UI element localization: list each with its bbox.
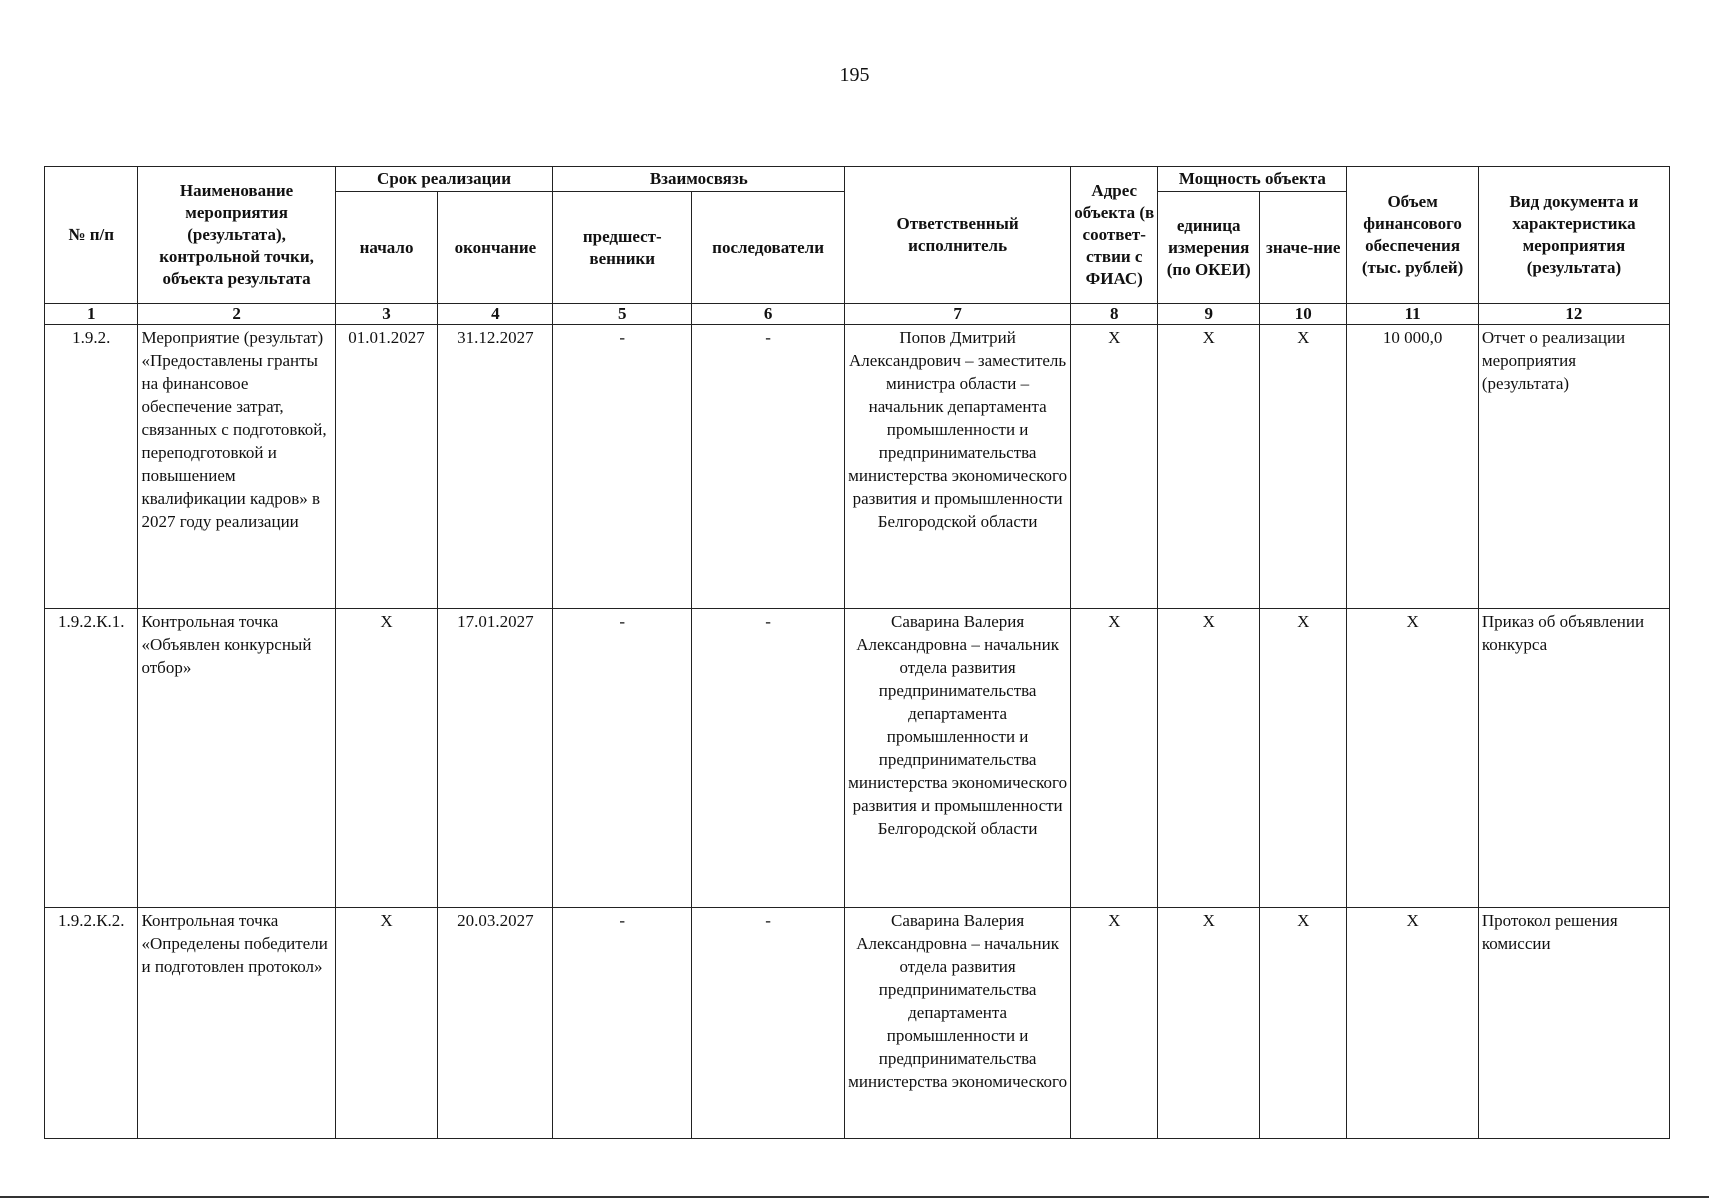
column-number: 9 [1158,304,1260,325]
row-predecessors: - [553,325,692,608]
row-successors: - [692,608,845,908]
header-term-end: окончание [438,192,553,304]
header-finance: Объем финансового обеспечения (тыс. рублей) [1347,167,1478,304]
header-num: № п/п [45,167,138,304]
row-unit: X [1158,608,1260,908]
header-doc: Вид документа и характеристика мероприятия (результата) [1478,167,1669,304]
row-responsible: Саварина Валерия Александровна – начальник отдела развития предпринимательства департамента промышленности и предпринимательства министерства экономического развития и промышленности Белгородской области [845,608,1071,908]
row-doc: Протокол решения комиссии [1478,908,1669,1139]
header-term-start: начало [335,192,438,304]
row-responsible: Попов Дмитрий Александрович – заместитель министра области – начальник департамента промышленности и предпринимательства министерства экономического развития и промышленности Белгородской области [845,325,1071,608]
column-number: 3 [335,304,438,325]
row-predecessors: - [553,608,692,908]
header-term: Срок реализации [335,167,553,192]
row-name: Контрольная точка «Объявлен конкурсный отбор» [138,608,335,908]
row-num: 1.9.2.К.1. [45,608,138,908]
header-successors: последователи [692,192,845,304]
column-number: 12 [1478,304,1669,325]
column-numbers-row [45,304,1670,325]
header-predecessors: предшест-венники [553,192,692,304]
column-number: 2 [138,304,335,325]
row-address: X [1071,908,1158,1139]
row-finance: 10 000,0 [1347,325,1478,608]
row-value: X [1260,908,1347,1139]
header-address: Адрес объекта (в соответ-ствии с ФИАС) [1071,167,1158,304]
header-value: значе-ние [1260,192,1347,304]
row-successors: - [692,325,845,608]
column-number: 10 [1260,304,1347,325]
column-number: 5 [553,304,692,325]
column-number: 6 [692,304,845,325]
row-end: 20.03.2027 [438,908,553,1139]
column-number: 11 [1347,304,1478,325]
header-responsible: Ответственный исполнитель [845,167,1071,304]
column-number: 8 [1071,304,1158,325]
header-relation: Взаимосвязь [553,167,845,192]
row-address: X [1071,325,1158,608]
header-capacity: Мощность объекта [1158,167,1347,192]
plan-table [44,166,1670,1139]
row-num: 1.9.2. [45,325,138,608]
header-unit: единица измерения (по ОКЕИ) [1158,192,1260,304]
row-start: X [335,908,438,1139]
row-responsible: Саварина Валерия Александровна – начальник отдела развития предпринимательства департамента промышленности и предпринимательства министерства экономического [845,908,1071,1139]
row-value: X [1260,608,1347,908]
page-number: 195 [839,64,870,86]
row-name: Мероприятие (результат) «Предоставлены гранты на финансовое обеспечение затрат, связанных с подготовкой, переподготовкой и повышением квалификации кадров» в 2027 году реализации [138,325,335,608]
row-start: X [335,608,438,908]
row-start: 01.01.2027 [335,325,438,608]
column-number: 4 [438,304,553,325]
row-finance: X [1347,908,1478,1139]
row-address: X [1071,608,1158,908]
row-end: 31.12.2027 [438,325,553,608]
row-finance: X [1347,608,1478,908]
header-name: Наименование мероприятия (результата), контрольной точки, объекта результата [138,167,335,304]
row-end: 17.01.2027 [438,608,553,908]
row-unit: X [1158,908,1260,1139]
bottom-edge-rule [0,1196,1709,1198]
row-doc: Приказ об объявлении конкурса [1478,608,1669,908]
table-row [45,908,1670,1139]
header-row-top [45,167,1670,192]
row-successors: - [692,908,845,1139]
row-name: Контрольная точка «Определены победители и подготовлен протокол» [138,908,335,1139]
column-number: 7 [845,304,1071,325]
row-unit: X [1158,325,1260,608]
row-num: 1.9.2.К.2. [45,908,138,1139]
column-number: 1 [45,304,138,325]
row-predecessors: - [553,908,692,1139]
table-row [45,608,1670,908]
table-row [45,325,1670,608]
row-doc: Отчет о реализации мероприятия (результата) [1478,325,1669,608]
row-value: X [1260,325,1347,608]
